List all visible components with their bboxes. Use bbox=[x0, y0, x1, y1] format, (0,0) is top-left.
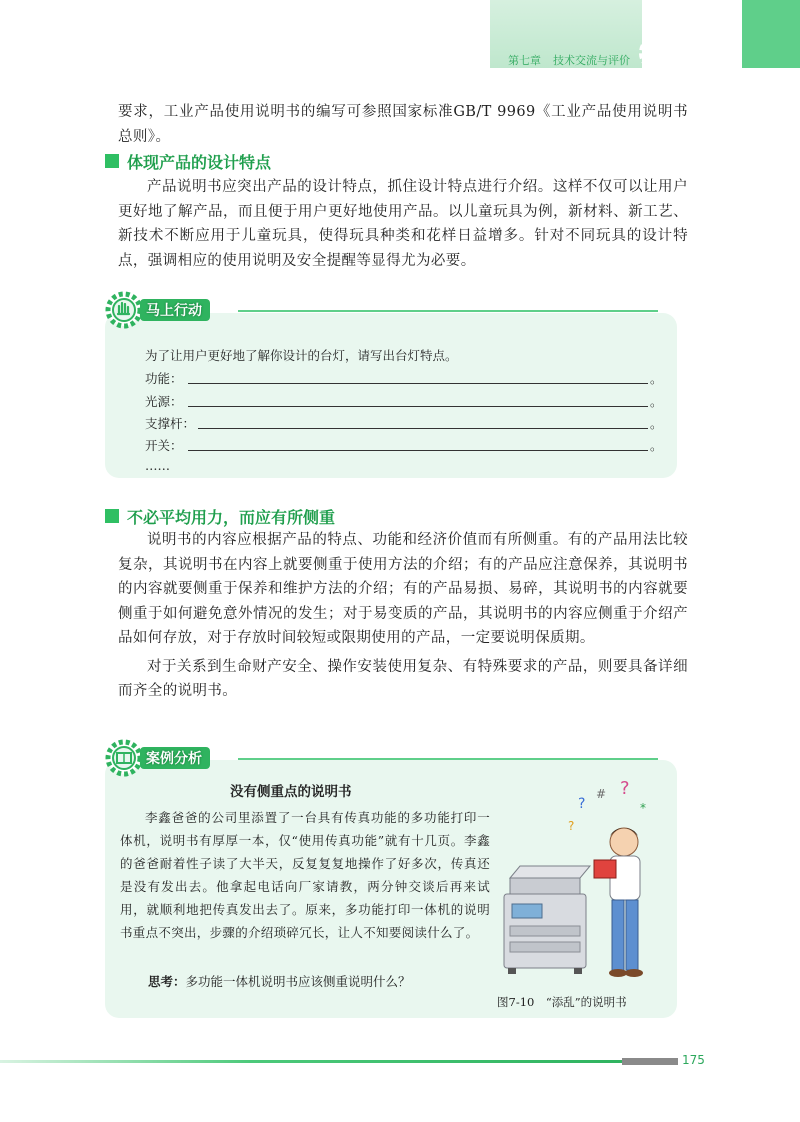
section1-paragraph: 产品说明书应突出产品的设计特点，抓住设计特点进行介绍。这样不仅可以让用户更好地了解产品，而且便于用户更好地使用产品。以儿童玩具为例，新材料、新工艺、新技术不断应用于儿童玩具，使得玩具种类和花样日益增多。针对不同玩具的设计特点，强调相应的使用说明及安全提醒等显得尤为必要。 bbox=[118, 179, 688, 269]
case-badge-rule bbox=[238, 758, 658, 760]
heading-square-icon bbox=[105, 154, 119, 168]
intro-paragraph: 要求，工业产品使用说明书的编写可参照国家标准GB/T 9969《工业产品使用说明书 总则》。 bbox=[118, 104, 688, 145]
action-badge bbox=[104, 290, 210, 330]
case-question bbox=[148, 972, 411, 990]
case-body: 李鑫爸爸的公司里添置了一台具有传真功能的多功能打印一体机，说明书有厚厚一本，仅“使用传真功能”就有十几页。李鑫的爸爸耐着性子读了大半天，反复复复地操作了好多次，传真还是没有发出去。他拿起电话向厂家请教，两分钟交谈后再来试用，就顺利地把传真发出去了。原来，多功能打印一体机的说明书重点不突出，步骤的介绍琐碎冗长，让人不知要阅读什么了。 bbox=[120, 810, 490, 940]
page-number: 175 bbox=[682, 1053, 705, 1067]
question-mark-icon: ? bbox=[578, 796, 586, 812]
case-title: 没有侧重点的说明书 bbox=[230, 784, 352, 800]
chapter-title: 技术交流与评价 bbox=[553, 54, 630, 67]
field-label-switch: 开关： bbox=[145, 438, 183, 453]
hash-mark-icon: # bbox=[596, 787, 607, 801]
answer-line-switch[interactable] bbox=[188, 450, 648, 451]
book-gear-icon bbox=[104, 738, 144, 778]
question-mark-icon: ? bbox=[568, 819, 575, 833]
field-label-arm: 支撑杆： bbox=[145, 416, 196, 431]
section2-paragraph: 说明书的内容应根据产品的特点、功能和经济价值而有所侧重。有的产品用法比较复杂，其说明书在内容上就要侧重于使用方法的介绍；有的产品应注意保养，其说明书的内容就要侧重于保养和维护方法的介绍；有的产品易损、易碎，其说明书的内容就要侧重于如何避免意外情况的发生；对于易变质的产品，其说明书的内容应侧重于介绍产品如何存放，对于存放时间较短或限期使用的产品，一定要说明保质期。 对于关系到生命财产安全、操作安装使用复杂、有特殊要求的产品，则要具备详细而齐全的说明书。 bbox=[118, 532, 688, 699]
section-heading-design: 体现产品的设计特点 bbox=[105, 150, 271, 172]
header-tab bbox=[742, 0, 800, 68]
case-badge-label: 案例分析 bbox=[140, 747, 210, 769]
action-badge-rule bbox=[238, 310, 658, 312]
end-mark: 。 bbox=[650, 438, 663, 453]
figure-illustration bbox=[490, 768, 670, 988]
figure-caption: 图7-10 “添乱”的说明书 bbox=[497, 995, 627, 1009]
section-heading-focus: 不必平均用力，而应有所侧重 bbox=[105, 505, 335, 527]
think-label: 思考： bbox=[148, 974, 186, 989]
case-badge bbox=[104, 738, 210, 778]
star-mark-icon: * bbox=[640, 801, 646, 815]
action-box bbox=[105, 313, 677, 478]
answer-line-light[interactable] bbox=[188, 406, 648, 407]
chapter-label: 第七章 bbox=[508, 54, 541, 67]
end-mark: 。 bbox=[650, 416, 663, 431]
answer-line-function[interactable] bbox=[188, 383, 648, 384]
running-header bbox=[508, 52, 630, 68]
action-badge-label: 马上行动 bbox=[140, 299, 210, 321]
think-text: 多功能一体机说明书应该侧重说明什么？ bbox=[185, 974, 411, 989]
footer-rule-end bbox=[622, 1058, 678, 1065]
field-label-light: 光源： bbox=[145, 394, 183, 409]
gear-icon bbox=[634, 28, 684, 78]
boy-illustration bbox=[594, 828, 643, 977]
field-label-function: 功能： bbox=[145, 371, 183, 386]
ellipsis: …… bbox=[145, 458, 170, 473]
action-prompt: 为了让用户更好地了解你设计的台灯，请写出台灯特点。 bbox=[145, 348, 458, 363]
heading-square-icon bbox=[105, 509, 119, 523]
hand-gear-icon bbox=[104, 290, 144, 330]
footer-rule bbox=[0, 1060, 626, 1063]
printer-illustration bbox=[504, 866, 590, 974]
question-mark-icon: ? bbox=[620, 778, 630, 799]
end-mark: 。 bbox=[650, 371, 663, 386]
answer-line-arm[interactable] bbox=[198, 428, 648, 429]
end-mark: 。 bbox=[650, 394, 663, 409]
